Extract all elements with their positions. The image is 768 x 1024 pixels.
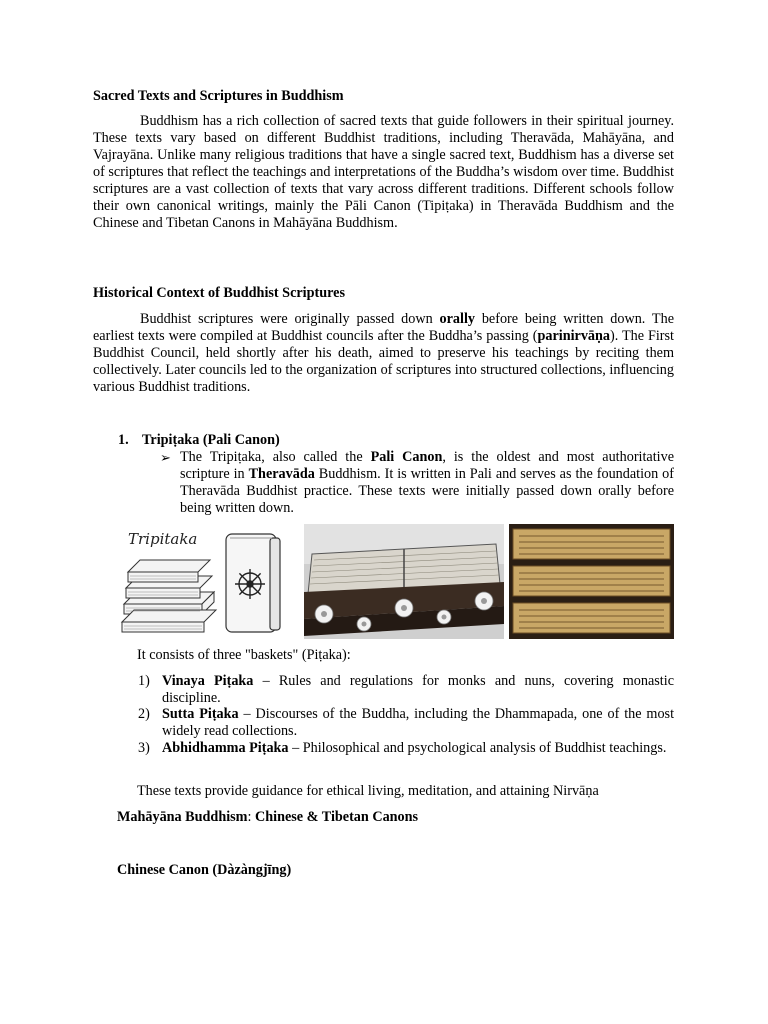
- basket-text: Vinaya Piṭaka – Rules and regulations for monks and nuns, covering monastic discipline.: [162, 673, 674, 706]
- palm-leaf-book-photo: [304, 524, 504, 639]
- basket-number: 3): [138, 740, 150, 756]
- tripitaka-heading: Tripiṭaka (Pali Canon): [142, 432, 280, 448]
- mahayana-heading: Mahāyāna Buddhism: Chinese & Tibetan Canons: [117, 809, 419, 825]
- basket-number: 2): [138, 706, 150, 722]
- baskets-intro: It consists of three "baskets" (Piṭaka):: [137, 647, 351, 663]
- section-title-sacred-texts: Sacred Texts and Scriptures in Buddhism: [93, 88, 344, 104]
- historical-context-paragraph: Buddhist scriptures were originally passed down orally before being written down. The earliest texts were compiled at Buddhist councils after the Buddha’s passing (parinirvāṇa). The First Buddhist Council, held shortly after his death, aimed to preserve his teachings by reciting them collectively. Later councils led to the organization of scriptures into structured collections, influencing various Buddhist traditions.: [93, 311, 674, 395]
- basket-text: Sutta Piṭaka – Discourses of the Buddha, including the Dhammapada, one of the most widely read collections.: [162, 706, 675, 739]
- basket-text: Abhidhamma Piṭaka – Philosophical and psychological analysis of Buddhist teachings.: [162, 740, 667, 756]
- basket-number: 1): [138, 673, 150, 689]
- list-number: 1.: [118, 432, 129, 448]
- sacred-texts-paragraph: Buddhism has a rich collection of sacred texts that guide followers in their spiritual journey. These texts vary based on different Buddhist traditions, including Theravāda, Mahāyāna, and Vajrayāna. Unlike many religious traditions that have a single sacred text, Buddhism has a diverse set of scriptures that reflect the teachings and interpretations of the Buddha’s wisdom over time. Buddhist scriptures are a vast collection of texts that vary across different traditions. Different schools follow their own canonical writings, mainly the Pāli Canon (Tipiṭaka) in Theravāda Buddhism and the Chinese and Tibetan Canons in Mahāyāna Buddhism.: [93, 113, 674, 231]
- basket-item-abhidhamma: [138, 740, 674, 774]
- tripitaka-bullet: [160, 449, 676, 519]
- tripitaka-image-row: [118, 524, 674, 639]
- tripitaka-sketch-image: [118, 524, 298, 639]
- section-title-historical-context: Historical Context of Buddhist Scriptures: [93, 285, 345, 301]
- basket-item-sutta: [138, 706, 674, 740]
- basket-item-vinaya: [138, 673, 674, 707]
- arrow-bullet-icon: ➢: [160, 450, 171, 465]
- baskets-outro: These texts provide guidance for ethical living, meditation, and attaining Nirvāṇa: [137, 783, 599, 799]
- tripitaka-image-label: Tripitaka: [128, 530, 198, 548]
- chinese-canon-heading: Chinese Canon (Dàzàngjīng): [117, 862, 292, 878]
- tripitaka-description: The Tripiṭaka, also called the Pali Canon, is the oldest and most authoritative scripture in Theravāda Buddhism. It is written in Pali and serves as the foundation of Theravāda Buddhist practice. These texts were initially passed down orally before being written down.: [180, 449, 674, 516]
- palm-leaf-manuscript-photo: [509, 524, 674, 639]
